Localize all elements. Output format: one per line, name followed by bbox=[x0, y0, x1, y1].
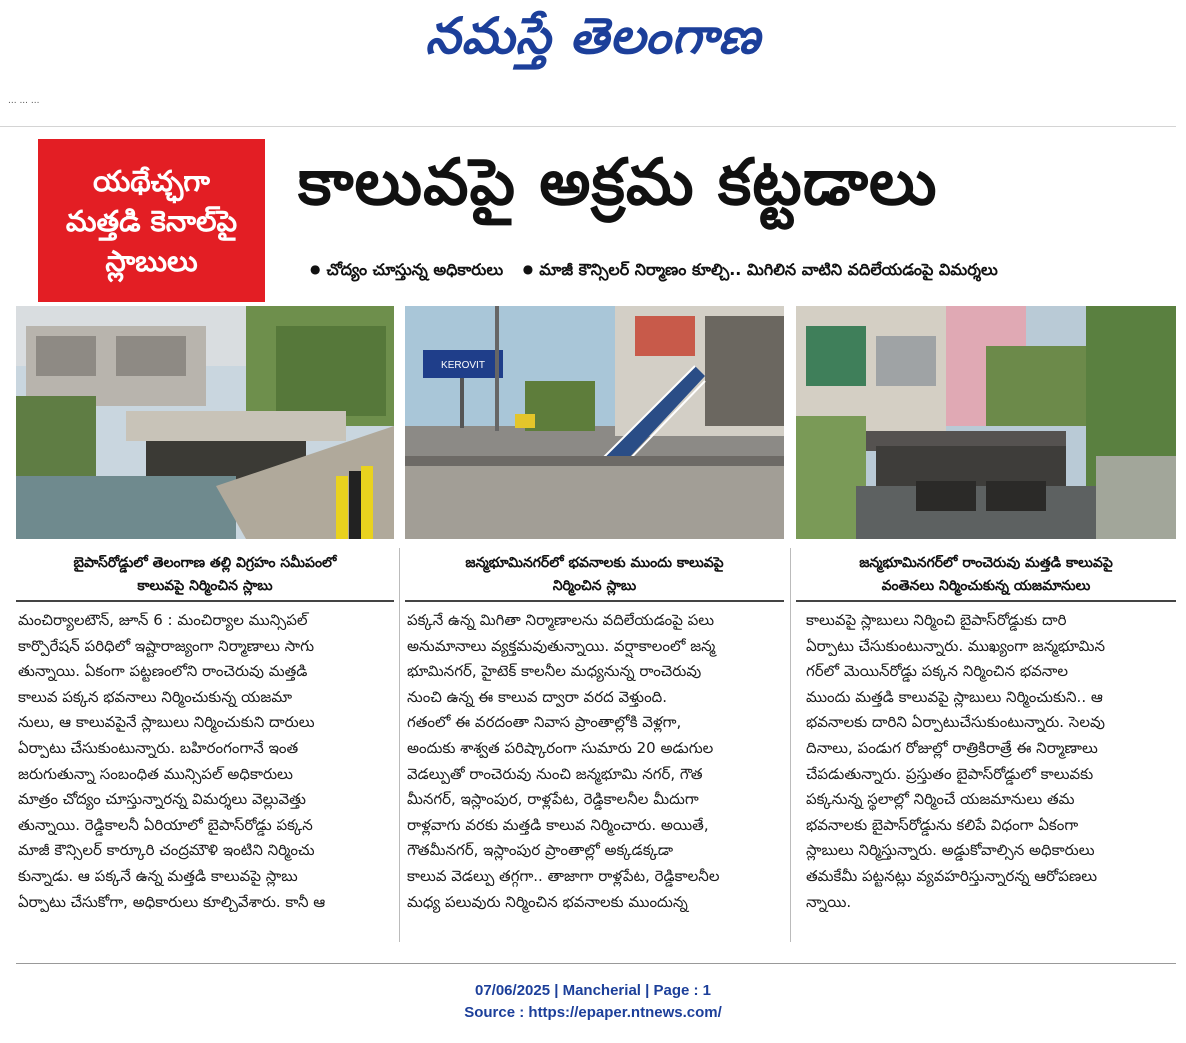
caption-line: జన్మభూమినగర్‌లో రాంచెరువు మత్తడి కాలువపై bbox=[859, 555, 1113, 571]
text-line: కాలువపై స్లాబులు నిర్మించి బైపాస్‌రోడ్డుకు దారి bbox=[806, 611, 1067, 629]
footer bbox=[0, 980, 1186, 1024]
text-line: భూమినగర్‌, హైటెక్‌ కాలనీల మధ్యనున్న రాంచెరువు bbox=[407, 662, 702, 681]
text-line: రాళ్లవాగు వరకు మత్తడి కాలువ నిర్మించారు. అయితే, bbox=[407, 815, 709, 834]
caption-divider bbox=[796, 600, 1176, 602]
kicker-line: మత్తడి కెనాల్‌పై bbox=[65, 203, 238, 238]
text-line: మీనగర్‌, ఇస్లాంపుర, రాళ్లపేట, రెడ్డికాలనీల మీదుగా bbox=[407, 790, 699, 809]
article-column-2 bbox=[407, 608, 783, 948]
column-divider bbox=[790, 548, 791, 942]
photo-ramcheruvu-canal-bridges bbox=[796, 306, 1176, 539]
text-line: భవనాలకు దారిని ఏర్పాటుచేసుకుంటున్నారు. సెలవు bbox=[806, 713, 1105, 732]
text-line: జరుగుతున్నా సంబంధిత మున్సిపల్‌ అధికారులు bbox=[18, 764, 293, 783]
text-line: గౌతమీనగర్‌, ఇస్లాంపుర ప్రాంతాల్లో అక్కడక్కడా bbox=[407, 841, 674, 860]
text-line: ఏర్పాటు చేసుకుంటున్నారు. ముఖ్యంగా జన్మభూమిన bbox=[806, 636, 1106, 655]
footer-divider bbox=[16, 963, 1176, 964]
text-line: కాలువ పక్కన భవనాలు నిర్మించుకున్న యజమా bbox=[18, 687, 293, 706]
article-column-3 bbox=[806, 608, 1172, 948]
kicker-line: యథేచ్ఛగా bbox=[92, 163, 210, 198]
text-line: మంచిర్యాలటౌన్‌, జూన్‌ 6 : మంచిర్యాల మున్సిపల్‌ bbox=[18, 611, 308, 629]
text-line: తున్నాయి. ఏకంగా పట్టణంలోని రాంచెరువు మత్తడి bbox=[18, 662, 308, 681]
caption-line: నిర్మించిన స్లాబు bbox=[552, 578, 637, 594]
caption-line: వంతెనలు నిర్మించుకున్న యజమానులు bbox=[881, 578, 1091, 594]
text-line: మాత్రం చోద్యం చూస్తున్నారన్న విమర్శలు వెల్లువెత్తు bbox=[18, 790, 306, 809]
subhead-item: చోద్యం చూస్తున్న అధికారులు bbox=[326, 260, 504, 279]
kicker-box bbox=[38, 139, 265, 302]
text-line: నులు, ఆ కాలువపైనే స్లాబులు నిర్మించుకుని దారులు bbox=[18, 713, 315, 732]
text-line: వెడల్పుతో రాంచెరువు నుంచి జన్మభూమి నగర్‌, గౌత bbox=[407, 764, 703, 783]
text-line: న్నాయి. bbox=[806, 892, 852, 911]
text-line: కార్పొరేషన్‌ పరిధిలో ఇష్టారాజ్యంగా నిర్మాణాలు సాగు bbox=[18, 636, 315, 655]
text-line: చేపడుతున్నారు. ప్రస్తుతం బైపాస్‌రోడ్డులో కాలువకు bbox=[806, 764, 1094, 783]
kicker-line: స్లాబులు bbox=[105, 243, 198, 278]
text-line: గర్‌లో మెయిన్‌రోడ్డు పక్కన నిర్మించిన భవనాల bbox=[806, 662, 1068, 681]
caption-line: బైపాస్‌రోడ్డులో తెలంగాణ తల్లి విగ్రహం సమీపంలో bbox=[73, 555, 337, 571]
text-line: మధ్య పలువురు నిర్మించిన భవనాలకు ముందున్న bbox=[407, 892, 688, 911]
text-line: పక్కనున్న స్థలాల్లో నిర్మించే యజమానులు తమ bbox=[806, 790, 1075, 809]
text-line: తున్నాయి. రెడ్డికాలనీ ఏరియాలో బైపాస్‌రోడ్డు పక్కన bbox=[18, 815, 313, 834]
text-line: ఏర్పాటు చేసుకోగా, అధికారులు కూల్చివేశారు. కానీ ఆ bbox=[18, 892, 326, 911]
text-line: పక్కనే ఉన్న మిగితా నిర్మాణాలను వదిలేయడంపై పలు bbox=[407, 611, 715, 629]
masthead bbox=[0, 0, 1186, 80]
text-line: అందుకు శాశ్వత పరిష్కారంగా సుమారు 20 అడుగుల bbox=[407, 738, 714, 757]
cut-article-text: ... ... ... bbox=[8, 96, 40, 106]
subhead bbox=[310, 260, 1180, 284]
text-line: మాజీ కౌన్సిలర్‌ కార్కూరి చంద్రమౌళి ఇంటిని నిర్మించు bbox=[18, 841, 315, 860]
photo-janmabhuminagar-stairs bbox=[405, 306, 784, 539]
caption-line: కాలువపై నిర్మించిన స్లాబు bbox=[137, 578, 273, 594]
cut-article-strip bbox=[0, 96, 1176, 127]
photo-caption bbox=[16, 552, 394, 600]
photo-caption bbox=[405, 552, 784, 600]
text-line: నుంచి ఉన్న ఈ కాలువ ద్వారా వరద వెళ్తుంది. bbox=[407, 687, 668, 706]
text-line: కాలువ వెడల్పు తగ్గగా.. తాజాగా రాళ్లపేట, రెడ్డికాలనీల bbox=[407, 866, 720, 885]
headline: కాలువపై అక్రమ కట్టడాలు bbox=[298, 146, 938, 220]
text-line: దినాలు, పండుగ రోజుల్లో రాత్రికిరాత్రే ఈ నిర్మాణాలు bbox=[806, 738, 1098, 757]
caption-divider bbox=[16, 600, 394, 602]
text-line: స్లాబులు నిర్మిస్తున్నారు. అడ్డుకోవాల్సిన అధికారులు bbox=[806, 841, 1095, 860]
billboard-text: KEROVIT bbox=[441, 360, 485, 371]
text-line: తమకేమీ పట్టనట్లు వ్యవహరిస్తున్నారన్న ఆరోపణలు bbox=[806, 866, 1098, 885]
bullet-icon: ● bbox=[522, 262, 534, 276]
column-divider bbox=[399, 548, 400, 942]
text-line: భవనాలకు బైపాస్‌రోడ్డును కలిపే విధంగా ఏకంగా bbox=[806, 815, 1079, 834]
caption-divider bbox=[405, 600, 784, 602]
text-line: కున్నాడు. ఆ పక్కనే ఉన్న మత్తడి కాలువపై స్లాబు bbox=[18, 866, 298, 885]
photo-canal-slab-bypass bbox=[16, 306, 394, 539]
caption-line: జన్మభూమినగర్‌లో భవనాలకు ముందు కాలువపై bbox=[465, 555, 724, 571]
photo-caption bbox=[796, 552, 1176, 600]
text-line: అనుమానాలు వ్యక్తమవుతున్నాయి. వర్షాకాలంలో జన్మ bbox=[407, 636, 716, 655]
article-column-1 bbox=[18, 608, 392, 948]
text-line: ముందు మత్తడి కాలువపై స్లాబులు నిర్మించుకుని.. ఆ bbox=[806, 687, 1103, 706]
subhead-item: మాజీ కౌన్సిలర్‌ నిర్మాణం కూల్చి.. మిగిలిన వాటిని వదిలేయడంపై విమర్శలు bbox=[539, 260, 998, 279]
bullet-icon: ● bbox=[310, 262, 321, 276]
text-line: గతంలో ఈ వరదంతా నివాస ప్రాంతాల్లోకి వెళ్లగా, bbox=[407, 713, 682, 732]
text-line: ఏర్పాటు చేసుకుంటున్నారు. బహిరంగంగానే ఇంత bbox=[18, 738, 299, 757]
footer-edition-info: 07/06/2025 | Mancherial | Page : 1 bbox=[474, 982, 712, 999]
footer-source-link[interactable]: Source : https://epaper.ntnews.com/ bbox=[464, 1004, 722, 1021]
masthead-title: నమస్తే తెలంగాణ bbox=[425, 6, 761, 65]
